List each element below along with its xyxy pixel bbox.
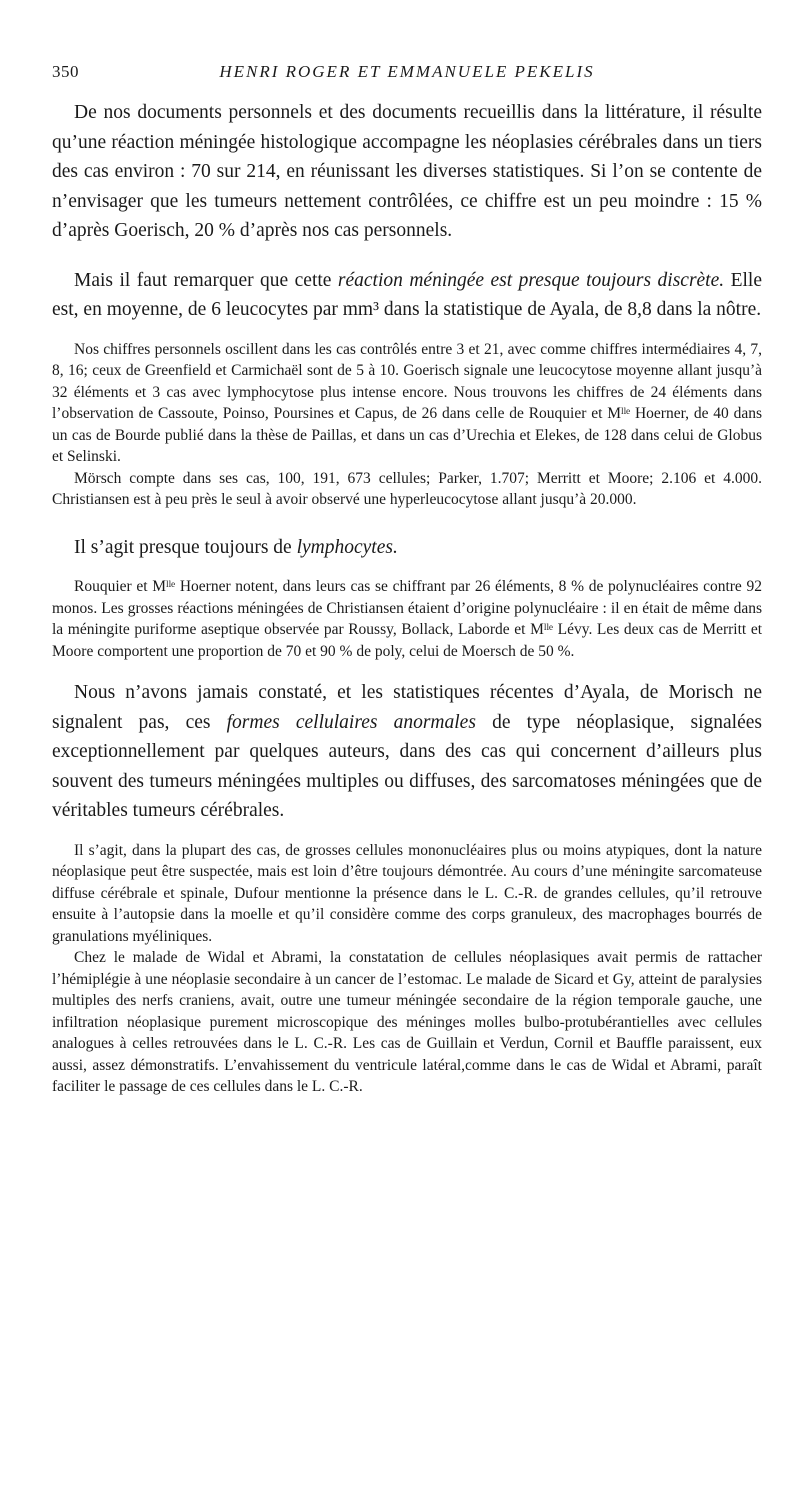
emphasis-text: formes cellulaires anormales [226,711,476,733]
paragraph-text-tail: Elle est, en moyenne, de 6 leucocytes par mm³ dans la statistique de Ayala, de 8,8 dans la nôtre. [52,269,762,320]
paragraph-discrete-reaction [52,266,762,325]
paragraph-text-lead: Il s’agit presque toujours de [74,536,297,558]
note-personal-figures [52,339,762,468]
page-number: 350 [52,62,79,81]
running-title: HENRI ROGER ET EMMANUELE PEKELIS [219,62,595,81]
paragraph-abnormal-cell-forms [52,678,762,826]
emphasis-text: réaction méningée est presque toujours discrète. [337,269,725,291]
paragraph-meningeal-reaction-frequency [52,98,762,246]
paragraph-text-tail: de type néoplasique, signalées exceptionnellement par quelques auteurs, dans des cas qui concernent d’ailleurs plus souvent des tumeurs méningées multiples ou diffuses, des sarcomatoses méningées que de véritables tumeurs cérébrales. [52,711,762,821]
note-text: Il s’agit, dans la plupart des cas, de grosses cellules mononucléaires plus ou moins atypiques, dont la nature néoplasique peut être suspectée, mais est loin d’être toujours démontrée. Au cours d’une méningite sarcomateuse diffuse cérébrale et spinale, Dufour mentionne la présence dans le L. C.-R. de grandes cellules, qu’il retrouve ensuite à l’autopsie dans la moelle et qu’il considère comme des corps granuleux, des macrophages bourrés de granulations myéliniques. [52,841,762,945]
note-atypical-mononuclear-cells [52,840,762,948]
paragraph-text-lead: Nous n’avons jamais constaté, et les statistiques récentes d’Ayala, de Morisch ne signalent pas, ces [52,682,762,733]
note-text: Chez le malade de Widal et Abrami, la constatation de cellules néoplasiques avait permis de rattacher l’hémiplégie à une néoplasie secondaire à un cancer de l’estomac. Le malade de Sicard et Gy, atteint de paralysies multiples des nerfs craniens, avait, outre une tumeur méningée secondaire de la région temporale gauche, une infiltration néoplasique purement microscopique des méninges molles bulbo-protubérantielles avec cellules analogues à celles retrouvées dans le L. C.-R. Les cas de Guillain et Verdun, Cornil et Baufflе paraissent, eux aussi, assez démonstratifs. L’envahissement du ventricule latéral,comme dans le cas de Widal et Abrami, paraît faciliter le passage de ces cellules dans le L. C.-R. [52,949,762,1095]
emphasis-text: lymphocytes. [296,536,398,558]
paragraph-text-lead: Mais il faut remarquer que cette [74,269,338,291]
note-text: Nos chiffres personnels oscillent dans les cas contrôlés entre 3 et 21, avec comme chiffres intermédiaires 4, 7, 8, 16; ceux de Greenfield et Carmichaël sont de 5 à 10. Goerisch signale une leucocytose moyenne allant jusqu’à 32 éléments et 3 cas avec lymphocytose plus intense encore. Nous trouvons les chiffres de 24 éléments dans l’observation de Cassoute, Poinso, Poursines et Capus, de 26 dans celle de Rouquier et Mˡˡᵉ Hoerner, de 40 dans un cas de Bourde publié dans la thèse de Paillas, et dans un cas d’Urechia et Elekes, de 128 dans celui de Globus et Selinski. [52,340,762,465]
note-polynuclear-proportions [52,576,762,662]
journal-page [0,62,800,1489]
note-widal-abrami-case [52,947,762,1098]
note-text: Rouquier et Mˡˡᵉ Hoerner notent, dans leurs cas se chiffrant par 26 éléments, 8 % de polynucléaires contre 92 monos. Les grosses réactions méningées de Christiansen étaient d’origine polynucléaire : il en était de même dans la méningite puriforme aseptique observée par Roussy, Bollack, Laborde et Mˡˡᵉ Lévy. Les deux cas de Merritt et Moore comportent une proportion de 70 et 90 % de poly, celui de Moersch de 50 %. [52,578,762,660]
paragraph-text: De nos documents personnels et des documents recueillis dans la littérature, il résulte qu’une réaction méningée histologique accompagne les néoplasies cérébrales dans un tiers des cas environ : 70 sur 214, en réunissant les diverses statistiques. Si l’on se contente de n’envisager que les tumeurs nettement contrôlées, ce chiffre est un peu moindre : 15 % d’après Goerisch, 20 % d’après nos cas personnels. [52,102,762,241]
running-header [52,62,762,82]
note-text: Mörsch compte dans ses cas, 100, 191, 673 cellules; Parker, 1.707; Merritt et Moore; 2.106 et 4.000. Christiansen est à peu près le seul à avoir observé une hyperleucocytose allant jusqu’à 20.000. [52,469,762,508]
paragraph-lymphocytes [52,533,762,563]
note-morsch-counts [52,468,762,511]
